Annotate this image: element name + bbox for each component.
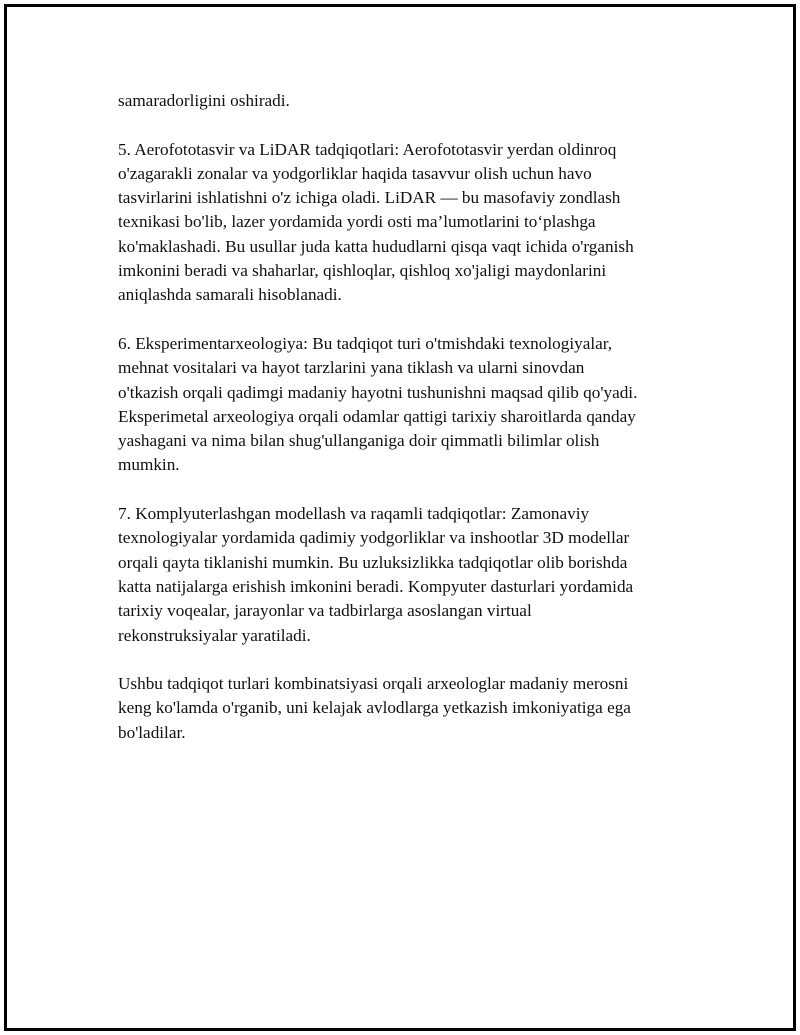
paragraph-aerial-lidar: 5. Aerofototasvir va LiDAR tadqiqotlari: Aerofototasvir yerdan oldinroq o'zagarakli zonalar va yodgorliklar haqida tasavvur olish uchun havo tasvirlarini ishlatishni o'z ichiga oladi. LiDAR — bu masofaviy zondlash texnikasi bo'lib, lazer yordamida yordi osti ma’lumotlarini to‘plashga ko'maklashadi. Bu usullar juda katta hududlarni qisqa vaqt ichida o'rganish imkonini beradi va shaharlar, qishloqlar, qishloq xo'jaligi maydonlarini aniqlashda samarali hisoblanadi. bbox=[118, 139, 634, 305]
paragraph-conclusion: Ushbu tadqiqot turlari kombinatsiyasi orqali arxeologlar madaniy merosni keng ko'lamda o'rganib, uni kelajak avlodlarga yetkazish imkoniyatiga ega bo'ladilar. bbox=[118, 674, 631, 742]
paragraph-experimental-archaeology: 6. Eksperimentarxeologiya: Bu tadqiqot turi o'tmishdaki texnologiyalar, mehnat vositalari va hayot tarzlarini yana tiklash va ularni sinovdan o'tkazish orqali qadimgi madaniy hayotni tushunishni maqsad qilib qo'yadi. Eksperimetal arxeologiya orqali odamlar qattigi tarixiy sharoitlarda qanday yashagani va nima bilan shug'ullanganiga doir qimmatli bilimlar olish mumkin. bbox=[118, 333, 638, 475]
paragraph-continuation: samaradorligini oshiradi. bbox=[118, 91, 290, 110]
paragraph-computer-modeling: 7. Komplyuterlashgan modellash va raqamli tadqiqotlar: Zamonaviy texnologiyalar yordamida qadimiy yodgorliklar va inshootlar 3D modellar orqali qayta tiklanishi mumkin. Bu uzluksizlikka tadqiqotlar olib borishda katta natijalarga erishish imkonini beradi. Kompyuter dasturlari yordamida tarixiy voqealar, jarayonlar va tadbirlarga asoslangan virtual rekonstruksiyalar yaratiladi. bbox=[118, 504, 634, 645]
document-body bbox=[118, 89, 688, 769]
